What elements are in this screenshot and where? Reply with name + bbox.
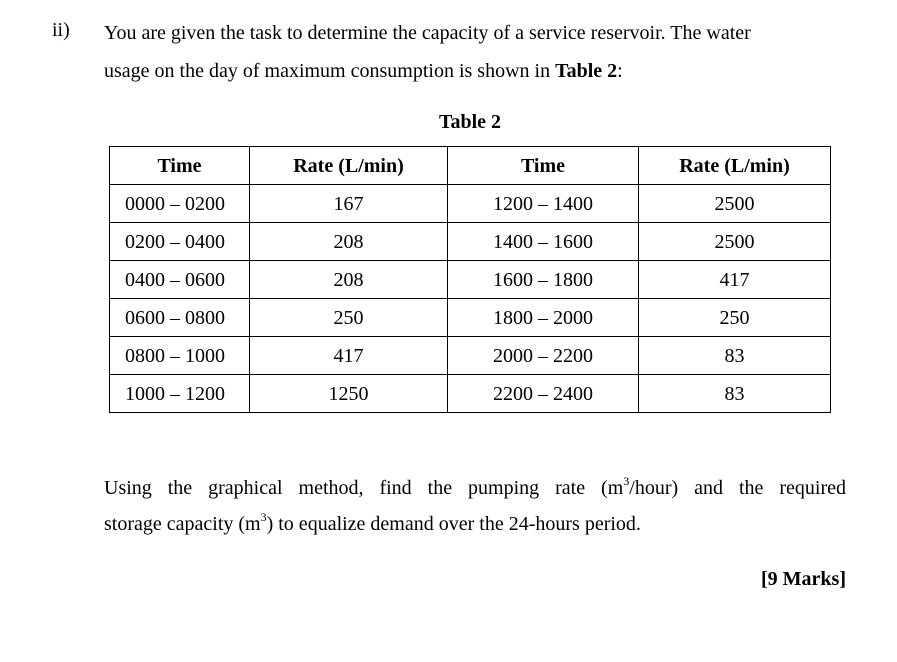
time-cell: 0000 – 0200 — [110, 185, 250, 223]
superscript: 3 — [260, 510, 267, 524]
time-cell: 0200 – 0400 — [110, 223, 250, 261]
rate-cell: 2500 — [639, 223, 831, 261]
rate-cell: 417 — [250, 337, 448, 375]
instruction-text: Using the graphical method, find the pumping rate (m — [104, 477, 624, 499]
table-row — [110, 185, 831, 223]
question-number: ii) — [52, 19, 70, 41]
rate-cell: 208 — [250, 223, 448, 261]
table-row — [110, 223, 831, 261]
rate-cell: 83 — [639, 337, 831, 375]
time-cell: 0800 – 1000 — [110, 337, 250, 375]
intro-line-2-text: usage on the day of maximum consumption is shown in — [104, 60, 556, 82]
rate-cell: 167 — [250, 185, 448, 223]
rate-cell: 1250 — [250, 375, 448, 413]
question-intro — [104, 14, 846, 90]
instruction-text: storage capacity (m — [104, 513, 261, 535]
header-rate-1: Rate (L/min) — [250, 147, 448, 185]
table-row — [110, 261, 831, 299]
instruction-text: /hour) and the required — [629, 477, 846, 499]
rate-cell: 417 — [639, 261, 831, 299]
time-cell: 2000 – 2200 — [448, 337, 639, 375]
header-rate-2: Rate (L/min) — [639, 147, 831, 185]
rate-cell: 83 — [639, 375, 831, 413]
table-reference: Table 2 — [555, 60, 618, 82]
header-time-1: Time — [110, 147, 250, 185]
rate-cell: 2500 — [639, 185, 831, 223]
table-row — [110, 299, 831, 337]
time-cell: 0600 – 0800 — [110, 299, 250, 337]
time-cell: 1800 – 2000 — [448, 299, 639, 337]
intro-line-1: You are given the task to determine the capacity of a service reservoir. The water — [104, 22, 751, 44]
time-cell: 1400 – 1600 — [448, 223, 639, 261]
rate-cell: 250 — [639, 299, 831, 337]
table-caption: Table 2 — [438, 111, 502, 133]
time-cell: 0400 – 0600 — [110, 261, 250, 299]
time-cell: 1000 – 1200 — [110, 375, 250, 413]
table-row — [110, 375, 831, 413]
intro-line-2 — [104, 52, 846, 90]
time-cell: 1200 – 1400 — [448, 185, 639, 223]
time-cell: 2200 – 2400 — [448, 375, 639, 413]
rate-cell: 250 — [250, 299, 448, 337]
time-cell: 1600 – 1800 — [448, 261, 639, 299]
instruction-line-2 — [104, 506, 846, 542]
rate-cell: 208 — [250, 261, 448, 299]
intro-line-2-end: : — [617, 60, 623, 82]
header-time-2: Time — [448, 147, 639, 185]
instruction-line-1 — [104, 470, 846, 506]
water-usage-table — [109, 146, 831, 413]
task-instructions — [104, 470, 846, 542]
table-row — [110, 337, 831, 375]
superscript: 3 — [623, 474, 630, 488]
instruction-text: ) to equalize demand over the 24-hours period. — [266, 513, 641, 535]
table-header-row — [110, 147, 831, 185]
marks-label: [9 Marks] — [761, 568, 846, 590]
